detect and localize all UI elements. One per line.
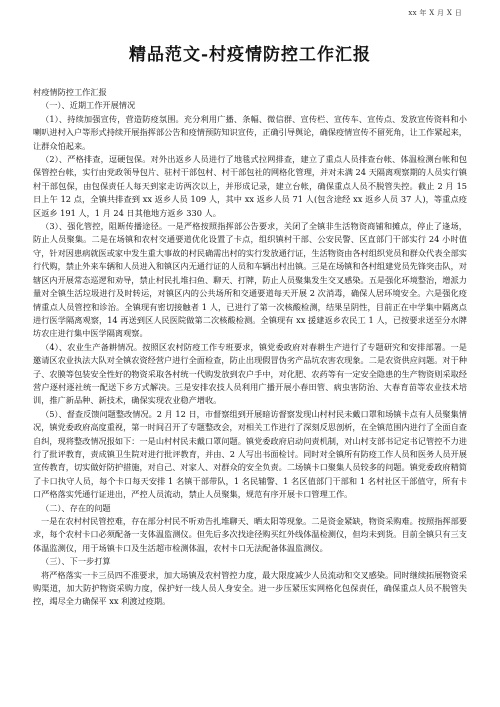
document-title: 精品范文-村疫情防控工作汇报 (128, 45, 372, 65)
paragraph-control: （3）、强化管控，阻断传播途径。一是严格按照指挥部公告要求，关闭了全镇非生活物资商铺和摊点，停止了逢场，防止人员聚集。二是在场镇和农村交通要道优化设置了卡点，组织镇村干部、公安民警、区直部门干部实行 24 小时值守，针对因患病就医或家中发生重大事故的村民确需出村的实行发放通行证，生活物资由各村组织党员和群众代表全部实行代购，禁止外来车辆和人员进入和镇区内无通行证的人员和车辆出村出镇。三是在场镇和各村组建党员先锋突击队，对辖区内开展常态巡逻和劝导，禁止村民扎堆扫鱼、聊天、打牌，防止人员聚集发生交叉感染。五是强化环境整治，增派力量对全镇生活垃圾进行及时转运，对镇区内的公共场所和交通要道每天开展 2 次消毒，确保人居环境安全。六是强化疫情重点人员管控和诊治。全镇现有密切接触者 1 人，已进行了第一次核酸检测，结果呈阴性，目前正在中学集中隔离点进行医学隔离观察，14 再送到区人民医院做第二次核酸检测。全镇现有 xx 援建返乡农民工 1 人，已按要求送至分水牌坊农庄进行集中医学隔离观察。 (33, 221, 467, 339)
paragraph-next-steps: 将严格落实一卡三员四不准要求，加大场镇及农村管控力度，最大限度减少人员流动和交叉感染。同时继续拓展物资采购渠道，加大防护物资采购力度，保护好一线人员人身安全。进一步压紧压实网格化包保责任，确保重点人员不脱管失控，竭尽全力确保平 xx 利渡过疫期。 (33, 569, 467, 607)
section-heading-1: （一）、近期工作开展情况 (41, 100, 136, 111)
paragraph-publicity: （1）、持续加强宣传，营造防疫氛围。充分利用广播、条幅、微信群、宣传栏、宣传车、宣传点、发放宣传资料和小喇叭进村入户等形式持续开展指挥部公告和疫情预防知识宣传，正确引导舆论，确保疫情宣传不留死角，让工作紧起来，让群众怕起来。 (33, 113, 467, 151)
section-heading-2: （二）、存在的问题 (41, 502, 111, 513)
section-heading-3: （三）、下一步打算 (41, 556, 111, 567)
header-date: xx 年 X 月 X 日 (408, 9, 462, 17)
paragraph-agriculture: （4）、农业生产备耕情况。按照区农村防疫工作专班要求，镇党委政府对春耕生产进行了专题研究和安排部署。一是邀请区农业执法大队对全镇农资经营户进行全面检查，防止出现假冒伪劣产品坑农害农现象。二是农资供应问题。对于种子、农膜等包装安全性好的物资采取各村统一代购发放到农户手中，对化肥、农药等有一定安全隐患的生产物资则采取经营户逐村逐社统一配送下乡方式解决。三是安排农技人员利用广播开展小春田管、病虫害防治、大春育苗等农业技术培训，推广新品种、新技术，确保实现农业稳产增收。 (33, 341, 467, 406)
paragraph-rectification: （5）、督查反馈问题整改情况。2 月 12 日，市督察组到开展暗访督察发现山村村民未戴口罩和场镇卡点有人员聚集情况，镇党委政府高度重视，第一时间召开了专题整改会，对相关工作进行了深刻反思剖析，在全镇范围内进行了全面自查自纠，现将整改情况报如下：一是山村村民未戴口罩问题。镇党委政府启动问责机制，对山村支部书记定书记管控不力进行了批评教育，责成镇卫生院对进行批评教育，并由、2 人写出书面检讨。同时对全镇所有防疫工作人员和医务人员开展宣传教育，切实做好防护措施，对自己、对家人、对群众的安全负责。二场镇卡口聚集人员较多的问题。镇党委政府精简了卡口执守人员，每个卡口每天安排 1 名镇干部带队，1 名民辅警、1 名区值部门干部和 1 名村社区干部值守，所有卡口严格落实凭通行证进出，严控人员流动，禁止人员聚集，规范有序开展卡口管理工作。 (33, 408, 467, 500)
paragraph-problems: 一是在农村村民管控难，存在部分村民不听劝告扎堆聊天、晒太阳等现象。二是资金紧缺，物资采购难。按照指挥部要求，每个农村卡口必须配备一支体温监测仪。但先后多次找途径购买红外线体温检测仪，但均未到货。目前全镇只有三支体温监测仪，用于场镇卡口及生活超市检测体温，农村卡口无法配备体温监测仪。 (33, 516, 467, 553)
report-heading: 村疫情防控工作汇报 (33, 87, 107, 97)
paragraph-screening: （2）、严格排查，逗硬包保。对外出返乡人员进行了地毯式拉网排查，建立了重点人员排查台帐、体温检测台帐和包保管控台帐，实行由党政领导包片、驻村干部包村、村干部包社的网格化管理，并对未满 24 天隔离观察期的人员实行镇村干部包保，由包保责任人每天到家走访两次以上，并形成记录，建立台帐，确保重点人员不脱管失控。截止 2 月 15 日上午 12 点，全镇共排查到 xx 返乡人员 109 人，其中 xx 返乡人员 71 人(包含途经 xx 返乡人员 37 人)，等重点疫区返乡 191 人，1 月 24 日其他地方返乡 330 人。 (33, 154, 467, 218)
document-body (33, 86, 467, 609)
